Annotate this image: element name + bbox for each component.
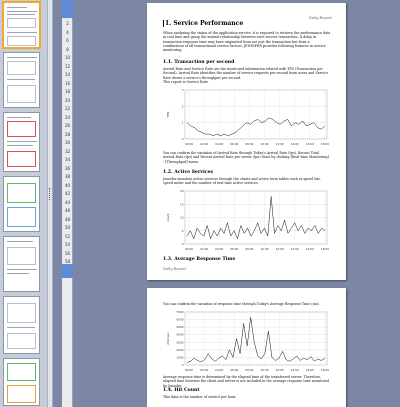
x-tick-label: 00:00 [184,247,194,251]
ruler-number: 8 [66,46,69,52]
x-tick-label: 14:00 [290,368,299,372]
tps-paragraph: Arrival Rate and Service Rate are the monitored information related with TPS (Transaction per Second). Arrival Rate identifies the number of service requests per second from users and Service Rate shows a service's throughput per second. [163,67,328,80]
page-thumbnail-2[interactable] [3,52,40,108]
x-tick-label: 06:00 [230,247,239,251]
ruler-number: 30 [64,140,71,145]
response-time-chart-svg [163,309,331,373]
y-tick-label: 4000 [176,332,184,337]
ruler-number: 10 [64,55,71,60]
active-services-chart-svg [163,188,331,252]
page-thumbnail-7[interactable] [3,358,40,406]
x-tick-label: 18:00 [320,368,329,372]
x-tick-label: 14:00 [290,247,299,251]
x-tick-label: 10:00 [260,247,269,251]
x-tick-label: 12:00 [275,368,284,372]
y-tick-label: 0 [181,363,184,367]
x-tick-label: 00:00 [184,142,194,146]
y-tick-label: 0 [181,242,184,246]
active-services-chart [163,188,331,252]
ruler-number: 56 [64,250,71,256]
page-header: Daily Report [309,16,332,20]
page-thumbnail-panel[interactable] [0,0,47,407]
y-tick-label: 2000 [176,347,184,352]
y-axis-label: TPS [166,111,170,118]
intro-paragraph: When analyzing the status of the application service, it is required to retrieve the performance data in real time and grasp the mutual relationship between each service transaction. A delay in transaction response time may have originated from not just the transaction but from a combination of all transactional service factors. JENNIFER provides following features in service monitoring. [163,31,331,53]
page-thumbnail-3[interactable] [3,112,40,172]
ruler-number: 16 [64,80,71,86]
y-tick-label: 10 [179,215,184,220]
section-title: 1. Service Performance [165,20,244,27]
ruler-number: 4 [66,29,69,35]
tps-note: This report is Service Rate. [163,80,209,84]
ruler-number: 54 [64,242,71,247]
ruler-number: 36 [64,165,71,171]
x-tick-label: 04:00 [215,247,224,251]
ruler-number: 28 [64,131,71,137]
y-tick-label: 2 [181,104,184,109]
vertical-ruler [62,0,73,407]
page-thumbnail-1[interactable] [3,2,40,48]
ruler-margin-top [62,0,73,18]
ruler-number: 50 [64,225,71,230]
x-tick-label: 08:00 [245,142,254,146]
x-tick-label: 02:00 [200,368,209,372]
ruler-number: 12 [64,63,71,69]
x-tick-label: 12:00 [275,247,284,251]
x-tick-label: 10:00 [260,142,269,146]
ruler-number: 46 [64,208,71,213]
y-tick-label: 6000 [176,317,184,322]
tps-chart [163,87,331,147]
page-thumbnail-5[interactable] [3,236,40,292]
y-tick-label: 20 [179,189,184,193]
ruler-number: 20 [64,97,71,103]
page-thumbnail-6[interactable] [3,296,40,354]
y-tick-label: 3000 [176,340,184,345]
plot-area [185,90,327,139]
response-time-chart [163,309,331,373]
active-services-paragraph: Jennifer monitors active services through the charts and active term tables such as speed bar, speed meter and the number of real-time active services. [163,177,321,186]
page-footer: Daily Report [163,267,186,271]
subsection-title-tps: 1.1. Transaction per second [163,60,235,65]
y-tick-label: 5 [181,228,184,233]
ruler-number: 26 [64,123,71,128]
ruler-number: 32 [64,148,71,154]
panel-splitter[interactable] [47,0,53,407]
x-tick-label: 14:00 [290,142,299,146]
x-tick-label: 16:00 [305,142,314,146]
y-axis-label: count [166,213,170,222]
x-tick-label: 04:00 [215,368,224,372]
ruler-number: 22 [64,106,71,111]
x-tick-label: 06:00 [230,142,239,146]
document-page-1[interactable] [147,3,346,280]
subsection-title-response-time: 1.3. Average Response Time [163,257,236,262]
response-time-paragraph: Average response time is determined by the elapsed time of the transferred server. Therefore, elapsed time between the client and server is not included in the average response time monitored by Jennifer. [163,375,330,388]
y-tick-label: 7000 [176,310,184,314]
ruler-number: 14 [64,72,71,77]
x-tick-label: 02:00 [200,142,209,146]
ruler-number: 6 [66,38,69,43]
x-tick-label: 10:00 [260,368,269,372]
y-tick-label: 1 [181,120,184,125]
tps-chart-caption: You can confirm the variation of Arrival Rate through Today's Arrival Rate (tps), Recent Total Arrival Rate (tps) and Recent Arrival Rate per server (tps) chart by clicking [Real-time Monitoring] - [Throughput] menu. [163,151,329,164]
ruler-margin-bottom [62,264,73,278]
x-tick-label: 16:00 [305,247,314,251]
x-tick-label: 16:00 [305,368,314,372]
x-tick-label: 00:00 [184,368,194,372]
ruler-number: 34 [64,157,71,162]
ruler-number: 24 [64,114,71,120]
subsection-title-hit-count: 1.4. Hit Count [163,388,200,393]
page-thumbnail-4[interactable] [3,176,40,232]
x-tick-label: 12:00 [275,142,284,146]
ruler-number: 48 [64,216,71,222]
subsection-title-active-services: 1.2. Active Services [163,170,213,175]
y-tick-label: 5000 [176,325,184,330]
y-tick-label: 3 [181,88,184,92]
x-tick-label: 06:00 [230,368,239,372]
ruler-number: 38 [64,174,71,179]
x-tick-label: 04:00 [215,142,224,146]
y-tick-label: 0 [181,137,184,141]
y-tick-label: 1000 [176,355,184,360]
x-tick-label: 18:00 [320,247,329,251]
x-tick-label: 08:00 [245,368,254,372]
ruler-number: 42 [64,191,71,196]
response-time-caption: You can confirm the variation of response time through Today's Average Response Time (ms). [163,302,320,306]
ruler-number: 52 [64,233,71,239]
x-tick-label: 08:00 [245,247,254,251]
x-tick-label: 18:00 [320,142,329,146]
ruler-number: 44 [64,199,71,205]
ruler-number: 2 [66,21,69,26]
ruler-number: 40 [64,182,71,188]
splitter-grip[interactable] [49,188,51,200]
tps-chart-svg [163,87,331,147]
x-tick-label: 02:00 [200,247,209,251]
y-tick-label: 15 [179,202,184,207]
ruler-number: 58 [64,259,71,264]
ruler-number: 18 [64,89,71,94]
document-page-2[interactable] [147,288,346,407]
hit-count-paragraph: This data is the number of service per hour. [163,395,237,399]
y-axis-label: milli sec [166,332,170,345]
